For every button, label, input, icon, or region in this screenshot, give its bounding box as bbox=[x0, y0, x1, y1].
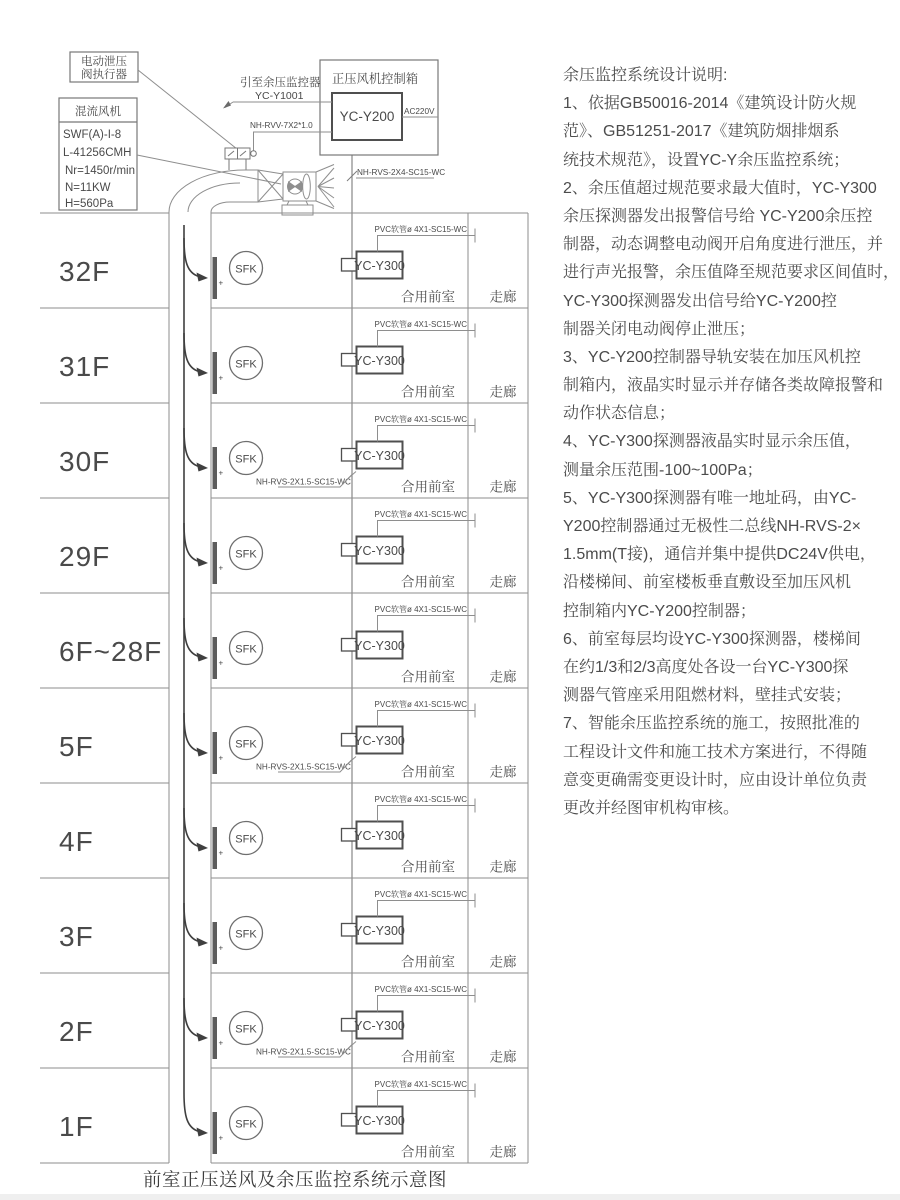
yc-y300-label: YC-Y300 bbox=[354, 829, 405, 843]
yc-y300-label: YC-Y300 bbox=[354, 1019, 405, 1033]
pvc-conduit-label: PVC软管ø 4X1-SC15-WC bbox=[374, 415, 467, 424]
sfk-label: SFK bbox=[235, 453, 257, 466]
corridor-label: 走廊 bbox=[489, 764, 517, 780]
floor-label: 30F bbox=[59, 446, 111, 477]
airflow-arrowhead-icon bbox=[197, 1033, 209, 1042]
grille-plus-mark: + bbox=[218, 278, 224, 288]
floor-label: 5F bbox=[59, 731, 94, 762]
design-notes-lines bbox=[563, 90, 900, 823]
notes-line: YC-Y300探测器发出信号给YC-Y200控 bbox=[563, 292, 837, 310]
pvc-conduit-wire bbox=[378, 1091, 476, 1107]
monitor-wire bbox=[223, 101, 332, 109]
floor-row bbox=[40, 498, 528, 590]
monitor-wire-label1: 引至余压监控器 bbox=[240, 77, 321, 89]
pvc-conduit-wire bbox=[378, 521, 476, 537]
airflow-branch-arrow bbox=[184, 808, 199, 847]
corridor-label: 走廊 bbox=[489, 669, 517, 685]
pvc-conduit-wire bbox=[378, 426, 476, 442]
grille-plus-mark: + bbox=[218, 468, 224, 478]
notes-line: 工程设计文件和施工技术方案进行，不得随 bbox=[563, 743, 868, 761]
notes-line: 统技术规范》，设置YC-Y余压监控系统； bbox=[563, 151, 850, 169]
airflow-branch-arrow bbox=[184, 903, 199, 942]
airflow-arrowhead-icon bbox=[197, 1128, 209, 1137]
fan-spec-line: H=560Pa bbox=[65, 198, 114, 210]
supply-grille-icon bbox=[213, 922, 218, 964]
notes-line: 余压探测器发出报警信号给 YC-Y200余压控 bbox=[563, 207, 873, 225]
room-label: 合用前室 bbox=[401, 859, 455, 875]
airflow-branch-arrow bbox=[184, 618, 199, 657]
yc-y200-label: YC-Y200 bbox=[339, 109, 395, 124]
yc-y300-label: YC-Y300 bbox=[354, 449, 405, 463]
branch-wire-label: NH-RVS-2X1.5-SC15-WC bbox=[256, 477, 351, 487]
yc-y300-label: YC-Y300 bbox=[354, 354, 405, 368]
notes-line: 7、智能余压监控系统的施工，按照批准的 bbox=[563, 715, 860, 733]
pvc-conduit-label: PVC软管ø 4X1-SC15-WC bbox=[374, 795, 467, 804]
room-label: 合用前室 bbox=[401, 479, 455, 495]
airflow-branch-arrow bbox=[184, 1093, 199, 1132]
branch-wire-group bbox=[256, 472, 356, 488]
notes-line: 进行声光报警，余压值降至规范要求区间值时， bbox=[563, 264, 900, 282]
airflow-arrowhead-icon bbox=[197, 748, 209, 757]
notes-line: 意变更确需变更设计时，应由设计单位负责 bbox=[563, 771, 868, 789]
notes-line: 3、YC-Y200控制器导轨安装在加压风机控 bbox=[563, 348, 861, 366]
notes-line: 制器关闭电动阀停止泄压； bbox=[563, 320, 756, 338]
yc-y300-label: YC-Y300 bbox=[354, 924, 405, 938]
corridor-label: 走廊 bbox=[489, 574, 517, 590]
sfk-label: SFK bbox=[235, 548, 257, 561]
notes-line: 1、依据GB50016-2014《建筑设计防火规 bbox=[563, 95, 857, 113]
design-notes bbox=[563, 62, 900, 823]
floor-row bbox=[40, 878, 528, 970]
airflow-branch-arrow bbox=[184, 523, 199, 562]
airflow-branch-arrow bbox=[184, 998, 199, 1037]
yc-y300-label: YC-Y300 bbox=[354, 734, 405, 748]
sfk-label: SFK bbox=[235, 738, 257, 751]
branch-wire-label: NH-RVS-2X1.5-SC15-WC bbox=[256, 762, 351, 772]
floor-label: 3F bbox=[59, 921, 94, 952]
notes-line: 1.5mm(T接)，通信并集中提供DC24V供电， bbox=[563, 546, 876, 564]
pvc-conduit-label: PVC软管ø 4X1-SC15-WC bbox=[374, 890, 467, 899]
yc-y300-label: YC-Y300 bbox=[354, 544, 405, 558]
sfk-label: SFK bbox=[235, 263, 257, 276]
pvc-conduit-wire bbox=[378, 901, 476, 917]
notes-line: 沿楼梯间、前室楼板垂直敷设至加压风机 bbox=[563, 574, 852, 592]
notes-line: 在约1/3和2/3高度处各设一台YC-Y300探 bbox=[563, 658, 849, 676]
airflow-branch-arrow bbox=[184, 428, 199, 467]
power-label: AC220V bbox=[404, 107, 435, 116]
airflow-arrowhead-icon bbox=[197, 463, 209, 472]
notes-line: 测器气管座采用阻燃材料，壁挂式安装； bbox=[563, 687, 852, 705]
pvc-conduit-label: PVC软管ø 4X1-SC15-WC bbox=[374, 700, 467, 709]
branch-wire-label: NH-RVS-2X1.5-SC15-WC bbox=[256, 1047, 351, 1057]
diagram-caption: 前室正压送风及余压监控系统示意图 bbox=[143, 1169, 448, 1190]
room-label: 合用前室 bbox=[401, 289, 455, 305]
pvc-conduit-wire bbox=[378, 331, 476, 347]
pvc-conduit-wire bbox=[378, 996, 476, 1012]
sfk-label: SFK bbox=[235, 928, 257, 941]
sfk-label: SFK bbox=[235, 1118, 257, 1131]
page-bottom-edge bbox=[0, 1194, 900, 1200]
bus-cable-label: NH-RVS-2X4-SC15-WC bbox=[357, 168, 446, 177]
control-cabinet-title: 正压风机控制箱 bbox=[331, 72, 419, 86]
fan-spec-line: Nr=1450r/min bbox=[65, 165, 135, 177]
notes-line: 制器，动态调整电动阀开启角度进行泄压，并 bbox=[563, 236, 884, 254]
grille-plus-mark: + bbox=[218, 848, 224, 858]
notes-line: 测量余压范围-100~100Pa； bbox=[563, 461, 763, 479]
floor-label: 2F bbox=[59, 1016, 94, 1047]
room-label: 合用前室 bbox=[401, 1144, 455, 1160]
notes-line: Y200控制器通过无极性二总线NH-RVS-2× bbox=[563, 518, 861, 535]
grille-plus-mark: + bbox=[218, 563, 224, 573]
fan-spec-line: N=11KW bbox=[65, 182, 111, 194]
grille-plus-mark: + bbox=[218, 658, 224, 668]
corridor-label: 走廊 bbox=[489, 1144, 517, 1160]
supply-grille-icon bbox=[213, 447, 218, 489]
corridor-label: 走廊 bbox=[489, 479, 517, 495]
grille-plus-mark: + bbox=[218, 1038, 224, 1048]
pvc-conduit-wire bbox=[378, 806, 476, 822]
sfk-label: SFK bbox=[235, 643, 257, 656]
floor-label: 6F~28F bbox=[59, 636, 163, 667]
floor-row bbox=[40, 688, 528, 780]
airflow-branch-arrow bbox=[184, 713, 199, 752]
supply-grille-icon bbox=[213, 732, 218, 774]
yc-y300-label: YC-Y300 bbox=[354, 259, 405, 273]
notes-line: 6、前室每层均设YC-Y300探测器，楼梯间 bbox=[563, 630, 861, 648]
corridor-label: 走廊 bbox=[489, 289, 517, 305]
notes-line: 控制箱内YC-Y200控制器； bbox=[563, 602, 756, 620]
notes-line: 制箱内，液晶实时显示并存储各类故障报警和 bbox=[563, 377, 884, 395]
floor-row bbox=[40, 308, 528, 400]
room-label: 合用前室 bbox=[401, 384, 455, 400]
pvc-conduit-wire bbox=[378, 616, 476, 632]
corridor-label: 走廊 bbox=[489, 384, 517, 400]
fan-spec-line: L-41256CMH bbox=[63, 147, 132, 159]
room-label: 合用前室 bbox=[401, 764, 455, 780]
airflow-branch-arrow bbox=[184, 238, 199, 277]
grille-plus-mark: + bbox=[218, 753, 224, 763]
sfk-label: SFK bbox=[235, 833, 257, 846]
supply-grille-icon bbox=[213, 257, 218, 299]
floor-label: 1F bbox=[59, 1111, 94, 1142]
pvc-conduit-label: PVC软管ø 4X1-SC15-WC bbox=[374, 510, 467, 519]
damper-actuator bbox=[225, 148, 256, 170]
supply-grille-icon bbox=[213, 1112, 218, 1154]
room-label: 合用前室 bbox=[401, 574, 455, 590]
fan-spec-title: 混流风机 bbox=[75, 106, 121, 118]
pvc-conduit-wire bbox=[378, 236, 476, 252]
sfk-label: SFK bbox=[235, 358, 257, 371]
yc-y300-label: YC-Y300 bbox=[354, 639, 405, 653]
floor-row bbox=[40, 783, 528, 875]
notes-line: 4、YC-Y300探测器液晶实时显示余压值， bbox=[563, 433, 861, 451]
corridor-label: 走廊 bbox=[489, 1049, 517, 1065]
actuator-wire-label: NH-RVV-7X2*1.0 bbox=[250, 121, 313, 130]
floor-label: 4F bbox=[59, 826, 94, 857]
supply-grille-icon bbox=[213, 827, 218, 869]
floor-row bbox=[40, 403, 528, 495]
floor-row bbox=[40, 973, 528, 1065]
notes-line: 动作状态信息； bbox=[563, 405, 676, 423]
branch-wire-group bbox=[256, 1042, 356, 1058]
airflow-arrowhead-icon bbox=[197, 273, 209, 282]
floor-label: 31F bbox=[59, 351, 111, 382]
corridor-label: 走廊 bbox=[489, 954, 517, 970]
supply-grille-icon bbox=[213, 542, 218, 584]
grille-plus-mark: + bbox=[218, 943, 224, 953]
grille-plus-mark: + bbox=[218, 1133, 224, 1143]
actuator-label-line2: 阀执行器 bbox=[81, 69, 127, 81]
airflow-arrowhead-icon bbox=[197, 938, 209, 947]
airflow-branch-arrow bbox=[184, 333, 199, 372]
supply-grille-icon bbox=[213, 1017, 218, 1059]
fan-assembly bbox=[258, 165, 334, 216]
floor-row bbox=[40, 593, 528, 685]
airflow-arrowhead-icon bbox=[197, 558, 209, 567]
pvc-conduit-wire bbox=[378, 711, 476, 727]
yc-y300-label: YC-Y300 bbox=[354, 1114, 405, 1128]
airflow-arrowhead-icon bbox=[197, 653, 209, 662]
floor-row bbox=[40, 1068, 528, 1160]
pvc-conduit-label: PVC软管ø 4X1-SC15-WC bbox=[374, 1080, 467, 1089]
supply-grille-icon bbox=[213, 352, 218, 394]
grille-plus-mark: + bbox=[218, 373, 224, 383]
pvc-conduit-label: PVC软管ø 4X1-SC15-WC bbox=[374, 985, 467, 994]
floor-label: 32F bbox=[59, 256, 111, 287]
supply-grille-icon bbox=[213, 637, 218, 679]
monitor-wire-label2: YC-Y1001 bbox=[255, 90, 304, 102]
airflow-arrowhead-icon bbox=[197, 368, 209, 377]
corridor-label: 走廊 bbox=[489, 859, 517, 875]
room-label: 合用前室 bbox=[401, 954, 455, 970]
pvc-conduit-label: PVC软管ø 4X1-SC15-WC bbox=[374, 225, 467, 234]
floor-label: 29F bbox=[59, 541, 111, 572]
pvc-conduit-label: PVC软管ø 4X1-SC15-WC bbox=[374, 320, 467, 329]
pvc-conduit-label: PVC软管ø 4X1-SC15-WC bbox=[374, 605, 467, 614]
floor-row bbox=[40, 213, 528, 305]
actuator-label-line1: 电动泄压 bbox=[81, 56, 127, 68]
notes-line: 范》、GB51251-2017《建筑防烟排烟系 bbox=[563, 123, 840, 141]
notes-line: 5、YC-Y300探测器有唯一地址码，由YC- bbox=[563, 489, 857, 507]
control-cabinet bbox=[320, 60, 438, 155]
sfk-label: SFK bbox=[235, 1023, 257, 1036]
room-label: 合用前室 bbox=[401, 669, 455, 685]
branch-wire-group bbox=[256, 757, 356, 773]
fan-spec-line: SWF(A)-I-8 bbox=[63, 129, 122, 141]
airflow-arrowhead-icon bbox=[197, 843, 209, 852]
notes-line: 更改并经图审机构审核。 bbox=[563, 799, 740, 817]
design-notes-heading: 余压监控系统设计说明: bbox=[563, 67, 728, 84]
room-label: 合用前室 bbox=[401, 1049, 455, 1065]
notes-line: 2、余压值超过规范要求最大值时，YC-Y300 bbox=[563, 179, 877, 197]
